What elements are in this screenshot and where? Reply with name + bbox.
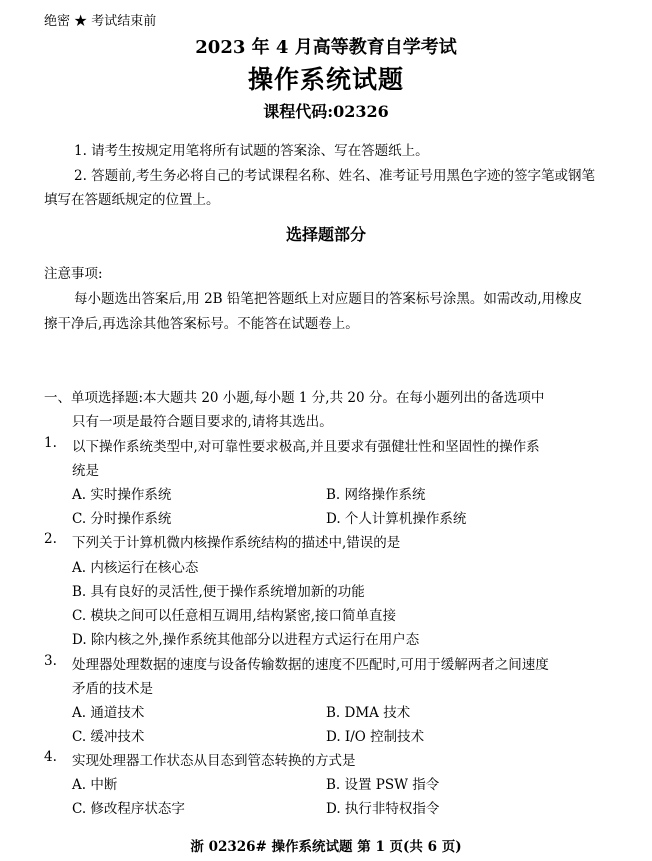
option-b: B. DMA 技术 (326, 705, 411, 721)
notice-label: 注意事项: (44, 266, 103, 282)
option-c: C. 分时操作系统 (72, 511, 172, 527)
option-c: C. 修改程序状态字 (72, 801, 185, 817)
option-b: B. 具有良好的灵活性,便于操作系统增加新的功能 (72, 584, 365, 600)
instruction-1: 1. 请考生按规定用笔将所有试题的答案涂、写在答题纸上。 (74, 143, 429, 159)
question-stem-cont: 矛盾的技术是 (72, 681, 153, 697)
page-footer: 浙 02326# 操作系统试题 第 1 页(共 6 页) (190, 839, 462, 855)
option-b: B. 设置 PSW 指令 (326, 777, 440, 793)
question-stem-cont: 统是 (72, 463, 99, 479)
subject-title: 操作系统试题 (247, 65, 404, 94)
option-c: C. 模块之间可以任意相互调用,结构紧密,接口简单直接 (72, 608, 397, 624)
option-a: A. 中断 (72, 777, 118, 793)
option-d: D. 个人计算机操作系统 (326, 511, 467, 527)
course-code: 课程代码:02326 (263, 102, 389, 121)
question-stem: 以下操作系统类型中,对可靠性要求极高,并且要求有强健壮性和坚固性的操作系 (72, 439, 540, 455)
question-number: 2. (44, 531, 57, 547)
option-d: D. I/O 控制技术 (326, 729, 425, 745)
option-d: D. 执行非特权指令 (326, 801, 440, 817)
part1-heading-line2: 只有一项是最符合题目要求的,请将其选出。 (72, 414, 333, 430)
option-b: B. 网络操作系统 (326, 487, 426, 503)
instruction-2-line1: 2. 答题前,考生务必将自己的考试课程名称、姓名、准考证号用黑色字迹的签字笔或钢笔 (74, 168, 595, 184)
question-number: 4. (44, 749, 57, 765)
part1-heading-line1: 一、单项选择题:本大题共 20 小题,每小题 1 分,共 20 分。在每小题列出的备选项中 (44, 390, 545, 406)
option-a: A. 通道技术 (72, 705, 145, 721)
question-stem: 实现处理器工作状态从目态到管态转换的方式是 (72, 753, 356, 769)
question-stem: 处理器处理数据的速度与设备传输数据的速度不匹配时,可用于缓解两者之间速度 (72, 657, 549, 673)
question-stem: 下列关于计算机微内核操作系统结构的描述中,错误的是 (72, 535, 401, 551)
option-a: A. 实时操作系统 (72, 487, 172, 503)
notice-line2: 擦干净后,再选涂其他答案标号。不能答在试题卷上。 (44, 316, 359, 332)
option-c: C. 缓冲技术 (72, 729, 145, 745)
exam-title: 2023 年 4 月高等教育自学考试 (195, 37, 457, 58)
notice-line1: 每小题选出答案后,用 2B 铅笔把答题纸上对应题目的答案标号涂黑。如需改动,用橡皮 (74, 291, 583, 307)
option-d: D. 除内核之外,操作系统其他部分以进程方式运行在用户态 (72, 632, 420, 648)
question-number: 3. (44, 653, 57, 669)
instruction-2-line2: 填写在答题纸规定的位置上。 (44, 192, 220, 208)
confidential-mark: 绝密 ★ 考试结束前 (44, 14, 157, 29)
option-a: A. 内核运行在核心态 (72, 560, 199, 576)
question-number: 1. (44, 435, 57, 451)
section-title: 选择题部分 (285, 225, 366, 244)
